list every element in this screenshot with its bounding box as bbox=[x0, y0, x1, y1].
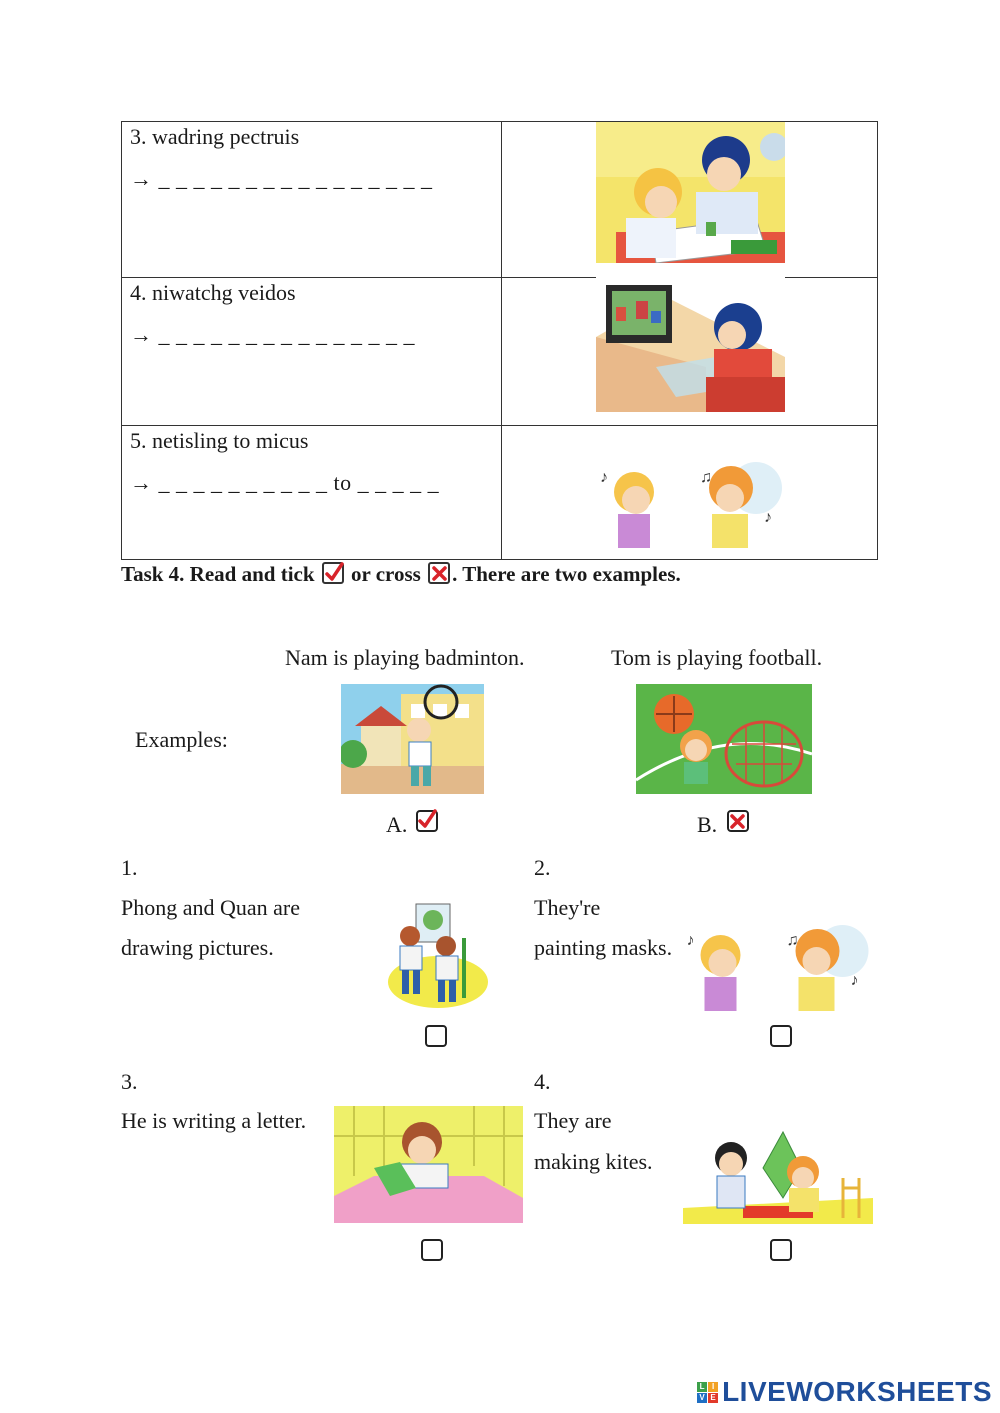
example-a-checkbox bbox=[416, 810, 438, 832]
task-title-part: Task 4. Read and tick bbox=[121, 562, 315, 586]
svg-text:♪: ♪ bbox=[600, 469, 608, 486]
item-sentence: Phong and Quan are bbox=[121, 895, 301, 920]
vocab-answer-line[interactable]: → _ _ _ _ _ _ _ _ _ _ _ _ _ _ _ _ bbox=[130, 166, 433, 191]
vocab-table bbox=[121, 121, 878, 560]
listening-to-music-illustration bbox=[682, 915, 872, 1011]
item-sentence: He is writing a letter. bbox=[121, 1108, 307, 1133]
football-illustration bbox=[636, 684, 812, 794]
answer-checkbox-3[interactable] bbox=[421, 1239, 443, 1261]
example-b-checkbox bbox=[727, 810, 749, 832]
item-sentence: painting masks. bbox=[534, 935, 673, 960]
examples-label: Examples: bbox=[135, 727, 228, 752]
watching-tv-illustration bbox=[596, 277, 785, 412]
boys-drawing-illustration bbox=[380, 900, 490, 1010]
item-sentence: They are bbox=[534, 1108, 612, 1133]
item-number: 1. bbox=[121, 855, 138, 880]
answer-checkbox-1[interactable] bbox=[425, 1025, 447, 1047]
boy-writing-illustration bbox=[334, 1106, 523, 1223]
brand-name: LIVEWORKSHEETS bbox=[722, 1376, 992, 1407]
item-sentence: They're bbox=[534, 895, 601, 920]
children-drawing-illustration bbox=[596, 122, 785, 263]
example-a-sentence: Nam is playing badminton. bbox=[285, 645, 525, 670]
item-sentence: drawing pictures. bbox=[121, 935, 274, 960]
table-row bbox=[122, 425, 877, 562]
item-number: 2. bbox=[534, 855, 551, 880]
task-title-part: . There are two examples. bbox=[452, 562, 681, 586]
example-a-letter: A. bbox=[386, 812, 408, 837]
svg-text:♪: ♪ bbox=[686, 932, 695, 949]
tick-icon bbox=[322, 562, 344, 584]
example-b-sentence: Tom is playing football. bbox=[611, 645, 823, 670]
example-b-letter: B. bbox=[697, 812, 718, 837]
task-title bbox=[121, 562, 681, 587]
item-sentence: making kites. bbox=[534, 1149, 653, 1174]
item-number: 3. bbox=[121, 1069, 138, 1094]
svg-text:♪: ♪ bbox=[850, 972, 859, 989]
vocab-answer-line[interactable]: → _ _ _ _ _ _ _ _ _ _ to _ _ _ _ _ bbox=[130, 470, 440, 495]
svg-text:♫: ♫ bbox=[786, 932, 799, 949]
vocab-question: 5. netisling to micus bbox=[130, 428, 309, 453]
answer-checkbox-2[interactable] bbox=[770, 1025, 792, 1047]
vocab-question: 4. niwatchg veidos bbox=[130, 280, 296, 305]
svg-text:♫: ♫ bbox=[700, 469, 712, 486]
task-title-part: or cross bbox=[351, 562, 421, 586]
making-kites-illustration bbox=[683, 1128, 873, 1224]
item-number: 4. bbox=[534, 1069, 551, 1094]
cross-icon bbox=[428, 562, 450, 584]
answer-checkbox-4[interactable] bbox=[770, 1239, 792, 1261]
badminton-illustration bbox=[341, 684, 484, 794]
table-row bbox=[122, 277, 877, 426]
logo-mark-icon: L I V E bbox=[697, 1382, 718, 1403]
vocab-question: 3. wadring pectruis bbox=[130, 124, 300, 149]
table-row bbox=[122, 122, 877, 277]
listening-to-music-illustration bbox=[596, 452, 785, 548]
vocab-answer-line[interactable]: → _ _ _ _ _ _ _ _ _ _ _ _ _ _ _ bbox=[130, 322, 415, 347]
svg-text:♪: ♪ bbox=[764, 509, 772, 526]
liveworksheets-logo bbox=[697, 1376, 992, 1408]
